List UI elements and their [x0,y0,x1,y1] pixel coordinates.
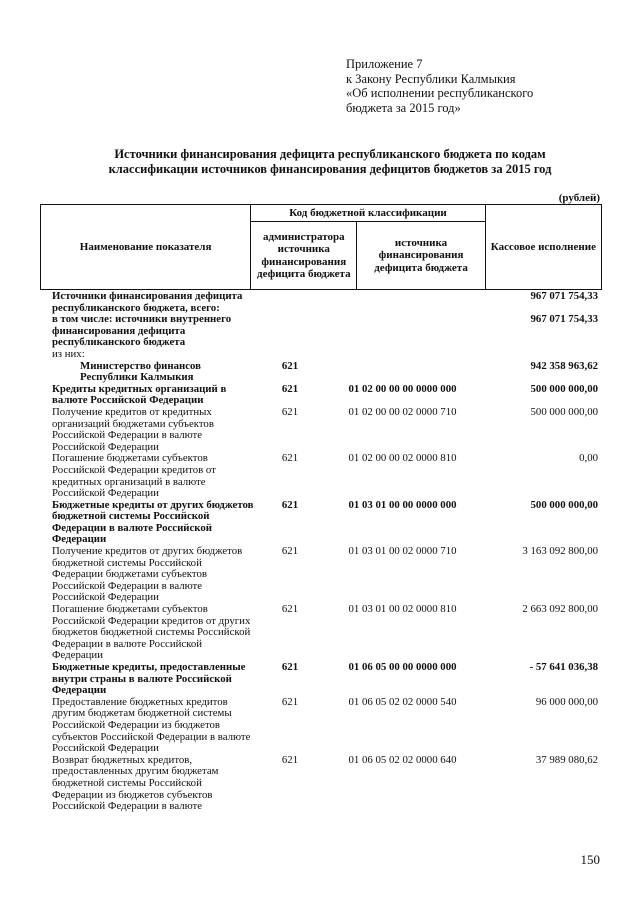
row-source-code: 01 02 00 00 00 0000 000 [348,382,457,395]
row-name: Погашение бюджетами субъектов Российской Федерации кредитов от кредитных организаций в валюте Российской Федерации [52,452,216,500]
row-value [480,349,602,361]
row-value: 96 000 000,00 [535,695,598,708]
row-value: 37 989 080,62 [535,753,598,766]
appendix-note [346,57,533,115]
row-admin-code: 621 [281,359,299,372]
row-source-code [325,361,480,384]
row-name: Бюджетные кредиты, предоставленные внутри страны в валюте Российской Федерации [52,661,246,697]
row-admin-code: 621 [281,452,299,465]
row-name: в том числе: источники внутреннего финансирования дефицита республиканского бюджета [52,313,232,349]
table-row [40,291,602,314]
header-exec: Кассовое исполнение [485,205,601,290]
header-group: Код бюджетной классификации [251,205,485,222]
row-source-code: 01 06 05 02 02 0000 540 [348,695,457,708]
row-source-code: 01 06 05 00 00 0000 000 [348,661,457,673]
row-source-code [325,314,480,349]
row-name: из них: [52,347,85,360]
appendix-line: бюджета за 2015 год» [346,100,461,115]
row-name: Министерство финансов Республики Калмыкия [80,359,201,384]
row-value: 967 071 754,33 [530,313,598,326]
row-value: 500 000 000,00 [530,498,598,511]
row-admin-code: 621 [281,695,299,708]
appendix-line: Приложение 7 [346,57,423,71]
row-name: Предоставление бюджетных кредитов другим бюджетам бюджетной системы Российской Федерации из бюджетов субъектов Российской Федерации в валюте Российской Федерации [52,695,251,755]
row-source-code [325,291,480,314]
table-row [40,500,602,546]
row-value: 3 163 092 800,00 [522,545,598,558]
document-title [60,147,600,177]
row-value: 0,00 [579,452,598,465]
row-admin-code: 621 [281,603,299,616]
row-source-code: 01 03 01 00 02 0000 710 [348,545,457,558]
row-admin-code: 621 [281,545,299,558]
header-source: источника финансирования дефицита бюджета [357,222,485,290]
row-value: 500 000 000,00 [530,405,598,418]
appendix-line: «Об исполнении республиканского [346,86,534,100]
header-admin: администратора источника финансирования дефицита бюджета [251,222,357,290]
table-body [40,291,602,813]
row-name: Источники финансирования дефицита республиканского бюджета, всего: [52,290,243,314]
row-admin-code: 621 [281,405,299,418]
title-line: Источники финансирования дефицита республиканского бюджета по кодам [114,147,546,161]
row-admin-code [255,291,325,314]
row-name: Возврат бюджетных кредитов, предоставленных другим бюджетам бюджетной системы Российской Федерации из бюджетов субъектов Российской Федерации в валюте [52,753,219,813]
row-name: Бюджетные кредиты от других бюджетов бюджетной системы Российской Федерации в валюте Российской Федерации [52,498,254,546]
row-source-code [325,349,480,361]
row-value: - 57 641 036,38 [529,661,598,673]
table-row [40,384,602,407]
table-row [40,361,602,384]
table-row [40,604,602,662]
row-name: Получение кредитов от других бюджетов бюджетной системы Российской Федерации бюджетами субъектов Российской Федерации в валюте Российской Федерации [52,545,243,604]
table-row [40,349,602,361]
row-name: Погашение бюджетами субъектов Российской Федерации кредитов от других бюджетов бюджетной системы Российской Федерации в валюте Российской Федерации [52,603,251,662]
table-row [40,697,602,755]
row-source-code: 01 03 01 00 00 0000 000 [348,498,457,511]
row-value: 500 000 000,00 [530,382,598,395]
appendix-line: к Закону Республики Калмыкия [346,71,516,86]
header-name: Наименование показателя [41,205,251,290]
row-value: 967 071 754,33 [530,290,598,302]
table-row [40,755,602,813]
row-name: Кредиты кредитных организаций в валюте Российской Федерации [52,382,227,407]
page-number: 150 [580,852,600,867]
row-admin-code [255,349,325,361]
row-source-code: 01 06 05 02 02 0000 640 [348,753,457,766]
row-admin-code [255,314,325,349]
row-admin-code: 621 [281,753,299,766]
table-row [40,662,602,697]
unit-label: (рублей) [558,192,600,204]
title-line: классификации источников финансирования дефицитов бюджетов за 2015 год [108,162,552,176]
row-admin-code: 621 [281,661,299,673]
row-source-code: 01 02 00 00 02 0000 710 [348,405,457,418]
row-admin-code: 621 [281,382,299,395]
row-value: 942 358 963,62 [530,359,598,372]
table-row [40,407,602,453]
row-name: Получение кредитов от кредитных организаций бюджетами субъектов Российской Федерации в валюте Российской Федерации [52,405,214,453]
row-value: 2 663 092 800,00 [522,603,598,616]
table-row [40,546,602,604]
row-source-code: 01 03 01 00 02 0000 810 [348,603,457,616]
table-header [40,204,602,290]
row-admin-code: 621 [281,498,299,511]
table-row [40,314,602,349]
row-source-code: 01 02 00 00 02 0000 810 [348,452,457,465]
table-row [40,453,602,499]
